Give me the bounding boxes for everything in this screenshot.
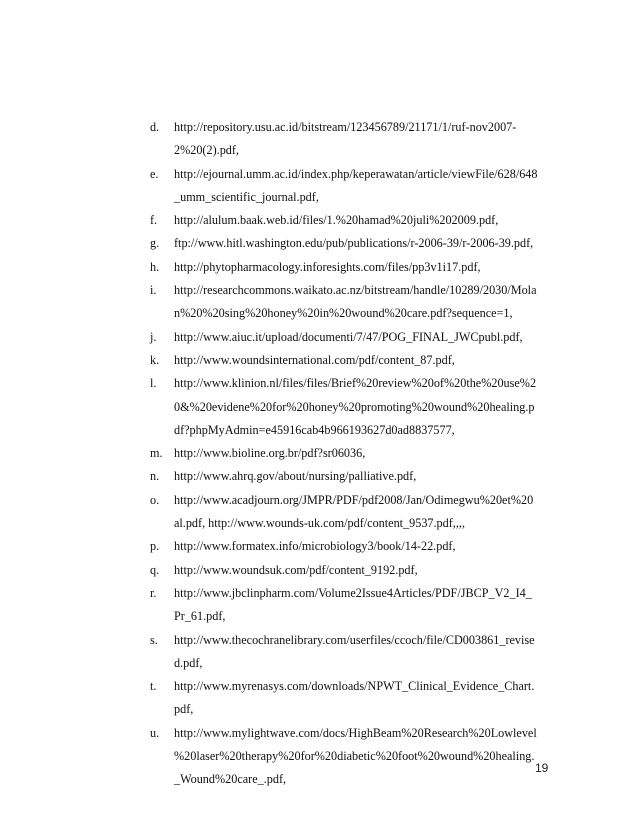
reference-item-g xyxy=(150,232,550,255)
reference-letter: u. xyxy=(150,725,160,740)
reference-url: http://www.mylightwave.com/docs/HighBeam%20Research%20Lowlevel %20laser%20therapy%20for%20diabetic%20foot%20wound%20healing. _Wound%20care_.pdf, xyxy=(174,725,537,787)
reference-item-d xyxy=(150,116,550,163)
page-number: 19 xyxy=(535,761,549,775)
reference-letter: k. xyxy=(150,352,160,367)
reference-letter: l. xyxy=(150,376,157,391)
reference-url: http://www.formatex.info/microbiology3/book/14-22.pdf, xyxy=(174,539,456,554)
reference-url: http://www.aiuc.it/upload/documenti/7/47/POG_FINAL_JWCpubl.pdf, xyxy=(174,329,523,344)
reference-letter: h. xyxy=(150,259,160,274)
reference-letter: f. xyxy=(150,213,158,228)
reference-url: http://www.bioline.org.br/pdf?sr06036, xyxy=(174,446,366,461)
reference-item-u xyxy=(150,722,550,792)
reference-letter: d. xyxy=(150,120,160,134)
reference-letter: e. xyxy=(150,166,159,181)
reference-item-p xyxy=(150,535,550,558)
reference-item-i xyxy=(150,279,550,326)
reference-item-r xyxy=(150,582,550,629)
reference-item-t xyxy=(150,675,550,722)
reference-item-e xyxy=(150,163,550,210)
reference-url: http://ejournal.umm.ac.id/index.php/keperawatan/article/viewFile/628/648 _umm_scientific_journal.pdf, xyxy=(174,166,538,204)
reference-url: http://www.klinion.nl/files/files/Brief%20review%20of%20the%20use%2 0&%20evidene%20for%20honey%20promoting%20wound%20healing.p df?phpMyAdmin=e45916cab4b966193627d0ad8837577, xyxy=(174,376,537,437)
reference-item-f xyxy=(150,209,550,232)
reference-letter: q. xyxy=(150,562,160,577)
reference-url: ftp://www.hitl.washington.edu/pub/publications/r-2006-39/r-2006-39.pdf, xyxy=(174,236,534,251)
reference-url: http://www.myrenasys.com/downloads/NPWT_Clinical_Evidence_Chart. pdf, xyxy=(174,679,535,717)
reference-item-o xyxy=(150,489,550,536)
reference-item-l xyxy=(150,372,550,442)
reference-letter: n. xyxy=(150,469,160,484)
reference-url: http://www.acadjourn.org/JMPR/PDF/pdf2008/Jan/Odimegwu%20et%20 al.pdf, http://www.wounds-uk.com/pdf/content_9537.pdf,,,, xyxy=(174,492,534,531)
reference-item-m xyxy=(150,442,550,465)
reference-item-k xyxy=(150,349,550,372)
reference-letter: p. xyxy=(150,539,160,554)
reference-url: http://www.thecochranelibrary.com/userfiles/ccoch/file/CD003861_revise d.pdf, xyxy=(174,632,535,670)
reference-list xyxy=(150,116,550,792)
reference-letter: i. xyxy=(150,283,157,298)
reference-item-s xyxy=(150,629,550,676)
reference-letter: g. xyxy=(150,236,160,251)
reference-letter: t. xyxy=(150,679,157,694)
reference-item-h xyxy=(150,256,550,279)
reference-url: http://phytopharmacology.inforesights.com/files/pp3v1i17.pdf, xyxy=(174,259,481,274)
reference-url: http://repository.usu.ac.id/bitstream/123456789/21171/1/ruf-nov2007- 2%20(2).pdf, xyxy=(174,120,517,158)
reference-url: http://alulum.baak.web.id/files/1.%20hamad%20juli%202009.pdf, xyxy=(174,213,499,228)
reference-letter: r. xyxy=(150,585,157,600)
reference-letter: s. xyxy=(150,632,158,647)
reference-url: http://www.ahrq.gov/about/nursing/palliative.pdf, xyxy=(174,469,417,484)
reference-url: http://www.woundsinternational.com/pdf/content_87.pdf, xyxy=(174,352,455,367)
reference-url: http://www.jbclinpharm.com/Volume2Issue4Articles/PDF/JBCP_V2_I4_ Pr_61.pdf, xyxy=(174,585,532,624)
reference-item-j xyxy=(150,326,550,349)
reference-letter: o. xyxy=(150,492,160,507)
reference-letter: m. xyxy=(150,446,163,461)
reference-letter: j. xyxy=(150,329,157,344)
reference-url: http://researchcommons.waikato.ac.nz/bitstream/handle/10289/2030/Mola n%20%20sing%20honey%20in%20wound%20care.pdf?sequence=1, xyxy=(174,283,537,321)
reference-item-q xyxy=(150,559,550,582)
reference-url: http://www.woundsuk.com/pdf/content_9192.pdf, xyxy=(174,562,418,577)
reference-item-n xyxy=(150,465,550,488)
